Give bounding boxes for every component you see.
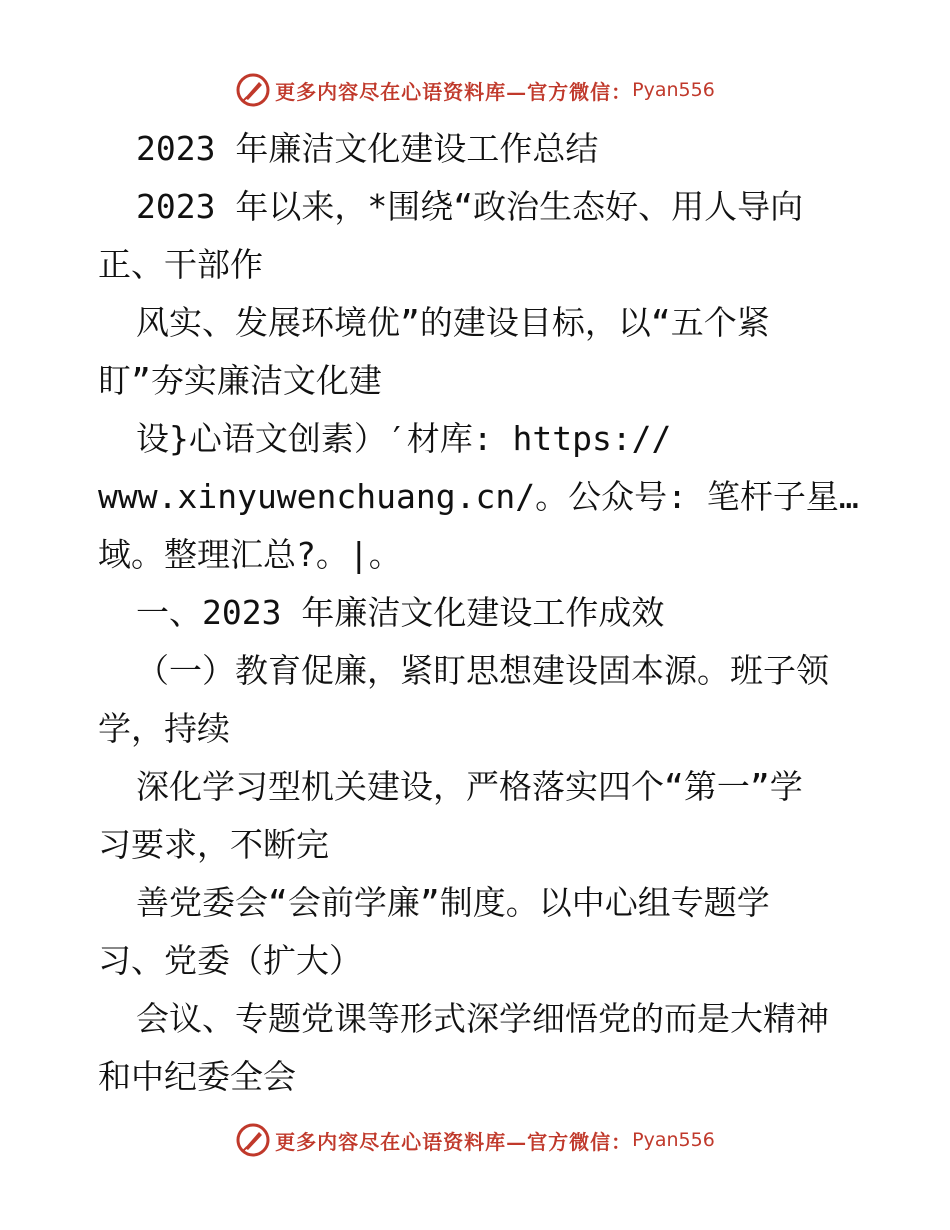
paragraph-line: www.xinyuwenchuang.cn/。公众号: 笔杆子星…: [98, 477, 859, 516]
banner-text: 更多内容尽在心语资料库—官方微信：: [275, 1129, 633, 1154]
quill-logo-icon: [235, 72, 271, 108]
header-banner: [0, 68, 950, 112]
paragraph-line: 域。整理汇总?。|。: [98, 535, 402, 574]
document-title: 2023 年廉洁文化建设工作总结: [136, 129, 599, 168]
paragraph-line: 善党委会“会前学廉”制度。以中心组专题学: [136, 883, 770, 922]
paragraph-line: 2023 年以来，*围绕“政治生态好、用人导向: [136, 187, 804, 226]
document-body: [98, 120, 858, 1106]
paragraph-line: 正、干部作: [98, 245, 263, 284]
paragraph-line: 会议、专题党课等形式深学细悟党的而是大精神: [136, 999, 829, 1038]
paragraph-line: （一）教育促廉，紧盯思想建设固本源。班子领: [136, 651, 829, 690]
paragraph-line: 风实、发展环境优”的建设目标，以“五个紧: [136, 303, 770, 342]
paragraph-line: 习要求，不断完: [98, 825, 329, 864]
paragraph-line: 和中纪委全会: [98, 1057, 296, 1096]
paragraph-line: 设}心语文创素）′材库: https://: [136, 419, 672, 458]
paragraph-line: 学，持续: [98, 709, 230, 748]
footer-banner: [0, 1118, 950, 1162]
banner-wechat-id: Pyan556: [632, 79, 715, 101]
banner-wechat-id: Pyan556: [632, 1129, 715, 1151]
section-heading: 一、2023 年廉洁文化建设工作成效: [136, 593, 665, 632]
paragraph-line: 习、党委（扩大）: [98, 941, 362, 980]
paragraph-line: 盯”夯实廉洁文化建: [98, 361, 382, 400]
quill-logo-icon: [235, 1122, 271, 1158]
paragraph-line: 深化学习型机关建设，严格落实四个“第一”学: [136, 767, 803, 806]
banner-text: 更多内容尽在心语资料库—官方微信：: [275, 79, 633, 104]
